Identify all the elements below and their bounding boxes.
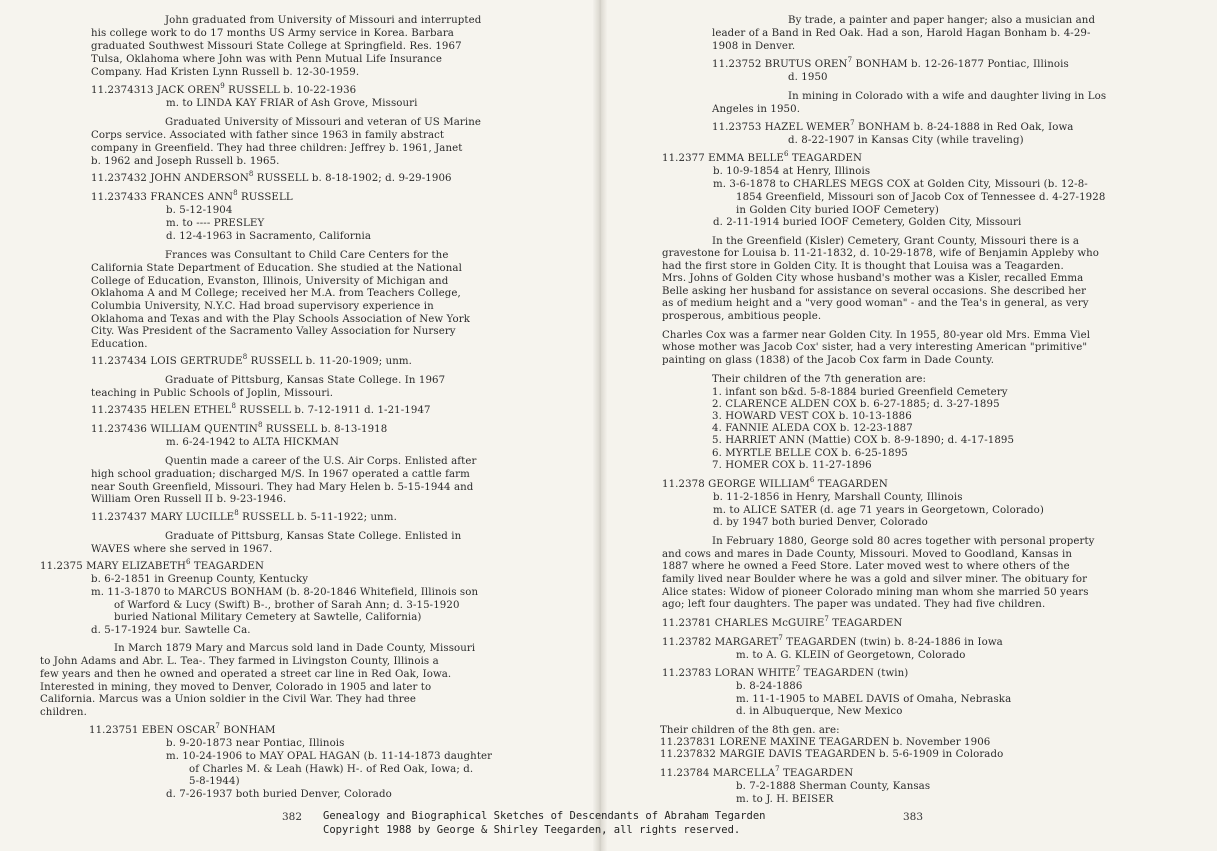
text-line: as of medium height and a "very good woman" - and the Tea's in general, as very <box>662 298 1089 309</box>
text-line: whose mother was Jacob Cox' sister, had a very interesting American "primitive" <box>662 342 1088 353</box>
text-line: m. to J. H. BEISER <box>736 794 834 805</box>
text-line: Quentin made a career of the U.S. Air Corps. Enlisted after <box>165 456 477 467</box>
text-line: d. 8-22-1907 in Kansas City (while traveling) <box>788 135 1024 146</box>
text-line: 11.23784 MARCELLA$^7$ TEAGARDEN <box>660 765 854 779</box>
left-page <box>0 0 600 851</box>
text-line: buried National Military Cemetery at Sawtelle, California) <box>114 612 422 623</box>
text-line: 11.237832 MARGIE DAVIS TEAGARDEN b. 5-6-1909 in Colorado <box>660 749 1004 760</box>
text-line: children. <box>40 707 87 718</box>
text-line: gravestone for Louisa b. 11-21-1832, d. 10-29-1878, wife of Benjamin Appleby who <box>662 248 1100 259</box>
text-line: and cows and mares in Dade County, Missouri. Moved to Goodland, Kansas in <box>662 549 1072 560</box>
text-line: 11.237436 WILLIAM QUENTIN$^8$ RUSSELL b. 8-13-1918 <box>91 421 388 435</box>
text-line: few years and then he owned and operated a street car line in Red Oak, Iowa. <box>40 669 452 680</box>
text-line: d. in Albuquerque, New Mexico <box>736 706 903 717</box>
text-line: d. 1950 <box>788 72 828 83</box>
text-line: 11.237432 JOHN ANDERSON$^8$ RUSSELL b. 8-18-1902; d. 9-29-1906 <box>91 170 452 184</box>
text-line: m. to ---- PRESLEY <box>166 218 265 229</box>
text-line: of Charles M. & Leah (Hawk) H-. of Red Oak, Iowa; d. <box>189 764 474 775</box>
text-line: Their children of the 8th gen. are: <box>660 725 840 736</box>
text-line: m. 11-3-1870 to MARCUS BONHAM (b. 8-20-1846 Whitefield, Illinois son <box>91 587 479 598</box>
text-line: 11.2377 EMMA BELLE$^6$ TEAGARDEN <box>662 150 863 164</box>
text-line: 11.237433 FRANCES ANN$^8$ RUSSELL <box>91 189 293 203</box>
footer-title: Genealogy and Biographical Sketches of Descendants of Abraham Tegarden <box>323 810 766 822</box>
text-line: m. to LINDA KAY FRIAR of Ash Grove, Missouri <box>166 98 418 109</box>
text-line: m. 3-6-1878 to CHARLES MEGS COX at Golden City, Missouri (b. 12-8- <box>713 179 1088 190</box>
text-line: California. Marcus was a Union soldier in the Civil War. They had three <box>40 694 416 705</box>
text-line: Company. Had Kristen Lynn Russell b. 12-30-1959. <box>91 67 360 78</box>
text-line: leader of a Band in Red Oak. Had a son, Harold Hagan Bonham b. 4-29- <box>712 28 1091 39</box>
text-line: Columbia University, N.Y.C. Had broad supervisory experience in <box>91 301 434 312</box>
text-line: 11.23781 CHARLES McGUIRE$^7$ TEAGARDEN <box>662 615 903 629</box>
text-line: d. 2-11-1914 buried IOOF Cemetery, Golden City, Missouri <box>713 217 1022 228</box>
text-line: m. 11-1-1905 to MABEL DAVIS of Omaha, Nebraska <box>736 694 1012 705</box>
text-line: m. 10-24-1906 to MAY OPAL HAGAN (b. 11-14-1873 daughter <box>166 751 493 762</box>
text-line: California State Department of Education. She studied at the National <box>91 263 462 274</box>
text-line: 11.237435 HELEN ETHEL$^8$ RUSSELL b. 7-12-1911 d. 1-21-1947 <box>91 402 431 416</box>
text-line: In the Greenfield (Kisler) Cemetery, Grant County, Missouri there is a <box>712 236 1080 247</box>
text-line: Interested in mining, they moved to Denver, Colorado in 1905 and later to <box>40 682 432 693</box>
text-line: Tulsa, Oklahoma where John was with Penn Mutual Life Insurance <box>91 54 442 65</box>
text-line: 2. CLARENCE ALDEN COX b. 6-27-1885; d. 3-27-1895 <box>712 399 1000 410</box>
text-line: Graduate of Pittsburg, Kansas State College. Enlisted in <box>165 531 462 542</box>
text-line: By trade, a painter and paper hanger; also a musician and <box>788 15 1096 26</box>
text-line: graduated Southwest Missouri State College at Springfield. Res. 1967 <box>91 41 462 52</box>
text-line: company in Greenfield. They had three children: Jeffrey b. 1961, Janet <box>91 143 463 154</box>
text-line: College of Education, Evanston, Illinois, University of Michigan and <box>91 276 449 287</box>
text-line: near South Greenfield, Missouri. They had Mary Helen b. 5-15-1944 and <box>91 482 474 493</box>
text-line: 5. HARRIET ANN (Mattie) COX b. 8-9-1890; d. 4-17-1895 <box>712 435 1015 446</box>
text-line: prosperous, ambitious people. <box>662 311 822 322</box>
text-line: Graduated University of Missouri and veteran of US Marine <box>165 117 482 128</box>
text-line: 11.23753 HAZEL WEMER$^7$ BONHAM b. 8-24-1888 in Red Oak, Iowa <box>712 119 1074 133</box>
text-line: b. 10-9-1854 at Henry, Illinois <box>713 166 871 177</box>
text-line: had the first store in Golden City. It is thought that Louisa was a Teagarden. <box>662 261 1064 272</box>
text-line: In February 1880, George sold 80 acres together with personal property <box>712 536 1095 547</box>
text-line: his college work to do 17 months US Army service in Korea. Barbara <box>91 28 454 39</box>
text-line: Belle asking her husband for assistance on several occasions. She described her <box>662 286 1087 297</box>
text-line: to John Adams and Abr. L. Tea-. They farmed in Livingston County, Illinois a <box>40 656 439 667</box>
text-line: In mining in Colorado with a wife and daughter living in Los <box>788 91 1107 102</box>
text-line: m. 6-24-1942 to ALTA HICKMAN <box>166 437 340 448</box>
text-line: 11.237831 LORENE MAXINE TEAGARDEN b. November 1906 <box>660 737 991 748</box>
text-line: 11.23751 EBEN OSCAR$^7$ BONHAM <box>89 722 276 736</box>
footer-copyright: Copyright 1988 by George & Shirley Teegarden, all rights reserved. <box>323 824 741 836</box>
text-line: b. 7-2-1888 Sherman County, Kansas <box>736 781 931 792</box>
text-line: d. 7-26-1937 both buried Denver, Colorado <box>166 789 392 800</box>
text-line: 11.23783 LORAN WHITE$^7$ TEAGARDEN (twin) <box>662 665 909 679</box>
text-line: William Oren Russell II b. 9-23-1946. <box>91 494 287 505</box>
text-line: 3. HOWARD VEST COX b. 10-13-1886 <box>712 411 912 422</box>
text-line: b. 8-24-1886 <box>736 681 803 692</box>
text-line: 11.237437 MARY LUCILLE$^8$ RUSSELL b. 5-11-1922; unm. <box>91 509 397 523</box>
right-page-number: 383 <box>903 811 924 823</box>
text-line: 1908 in Denver. <box>712 41 796 52</box>
text-line: 11.23752 BRUTUS OREN$^7$ BONHAM b. 12-26-1877 Pontiac, Illinois <box>712 56 1069 70</box>
text-line: b. 11-2-1856 in Henry, Marshall County, Illinois <box>713 492 963 503</box>
text-line: 1887 where he owned a Feed Store. Later moved west to where others of the <box>662 561 1070 572</box>
text-line: Charles Cox was a farmer near Golden City. In 1955, 80-year old Mrs. Emma Viel <box>662 330 1091 341</box>
text-line: Education. <box>91 339 148 350</box>
text-line: b. 5-12-1904 <box>166 205 233 216</box>
text-line: Graduate of Pittsburg, Kansas State College. In 1967 <box>165 375 446 386</box>
text-line: Alice states: Widow of pioneer Colorado mining man whom she married 50 years <box>662 587 1089 598</box>
text-line: City. Was President of the Sacramento Valley Association for Nursery <box>91 326 456 337</box>
text-line: In March 1879 Mary and Marcus sold land in Dade County, Missouri <box>114 643 476 654</box>
text-line: b. 9-20-1873 near Pontiac, Illinois <box>166 738 345 749</box>
text-line: WAVES where she served in 1967. <box>91 544 273 555</box>
text-line: Angeles in 1950. <box>712 104 801 115</box>
text-line: 11.237434 LOIS GERTRUDE$^8$ RUSSELL b. 11-20-1909; unm. <box>91 353 412 367</box>
text-line: in Golden City buried IOOF Cemetery) <box>736 205 939 216</box>
text-line: 11.2374313 JACK OREN$^9$ RUSSELL b. 10-22-1936 <box>91 82 357 96</box>
text-line: 1854 Greenfield, Missouri son of Jacob Cox of Tennessee d. 4-27-1928 <box>736 192 1106 203</box>
right-page <box>600 0 1217 851</box>
text-line: 4. FANNIE ALEDA COX b. 12-23-1887 <box>712 423 913 434</box>
text-line: Frances was Consultant to Child Care Centers for the <box>165 250 449 261</box>
left-page-number: 382 <box>282 811 303 823</box>
text-line: d. by 1947 both buried Denver, Colorado <box>713 517 928 528</box>
text-line: 5-8-1944) <box>189 776 240 787</box>
text-line: 1. infant son b&d. 5-8-1884 buried Greenfield Cemetery <box>712 387 1008 398</box>
text-line: 6. MYRTLE BELLE COX b. 6-25-1895 <box>712 448 908 459</box>
text-line: of Warford & Lucy (Swift) B-., brother of Sarah Ann; d. 3-15-1920 <box>114 600 460 611</box>
text-line: Mrs. Johns of Golden City whose husband's mother was a Kisler, recalled Emma <box>662 273 1084 284</box>
text-line: high school graduation; discharged M/S. In 1967 operated a cattle farm <box>91 469 470 480</box>
text-line: 11.2378 GEORGE WILLIAM$^6$ TEAGARDEN <box>662 476 888 490</box>
text-line: Oklahoma and Texas and with the Play Schools Association of New York <box>91 314 470 325</box>
text-line: family lived near Boulder where he was a gold and silver miner. The obituary for <box>662 574 1088 585</box>
text-line: painting on glass (1838) of the Jacob Cox farm in Dade County. <box>662 355 995 366</box>
text-line: John graduated from University of Missouri and interrupted <box>165 15 482 26</box>
text-line: m. to A. G. KLEIN of Georgetown, Colorado <box>736 650 966 661</box>
book-gutter <box>593 0 607 851</box>
text-line: b. 1962 and Joseph Russell b. 1965. <box>91 156 280 167</box>
text-line: d. 5-17-1924 bur. Sawtelle Ca. <box>91 625 251 636</box>
text-line: 11.2375 MARY ELIZABETH$^6$ TEAGARDEN <box>40 558 265 572</box>
text-line: Corps service. Associated with father since 1963 in family abstract <box>91 130 445 141</box>
text-line: m. to ALICE SATER (d. age 71 years in Georgetown, Colorado) <box>713 505 1044 516</box>
text-line: 11.23782 MARGARET$^7$ TEAGARDEN (twin) b. 8-24-1886 in Iowa <box>662 634 1003 648</box>
text-line: 7. HOMER COX b. 11-27-1896 <box>712 460 872 471</box>
text-line: ago; left four daughters. The paper was undated. They had five children. <box>662 599 1046 610</box>
text-line: teaching in Public Schools of Joplin, Missouri. <box>91 388 334 399</box>
text-line: Oklahoma A and M College; received her M.A. from Teachers College, <box>91 288 461 299</box>
text-line: b. 6-2-1851 in Greenup County, Kentucky <box>91 574 309 585</box>
text-line: d. 12-4-1963 in Sacramento, California <box>166 231 372 242</box>
text-line: Their children of the 7th generation are: <box>712 374 927 385</box>
